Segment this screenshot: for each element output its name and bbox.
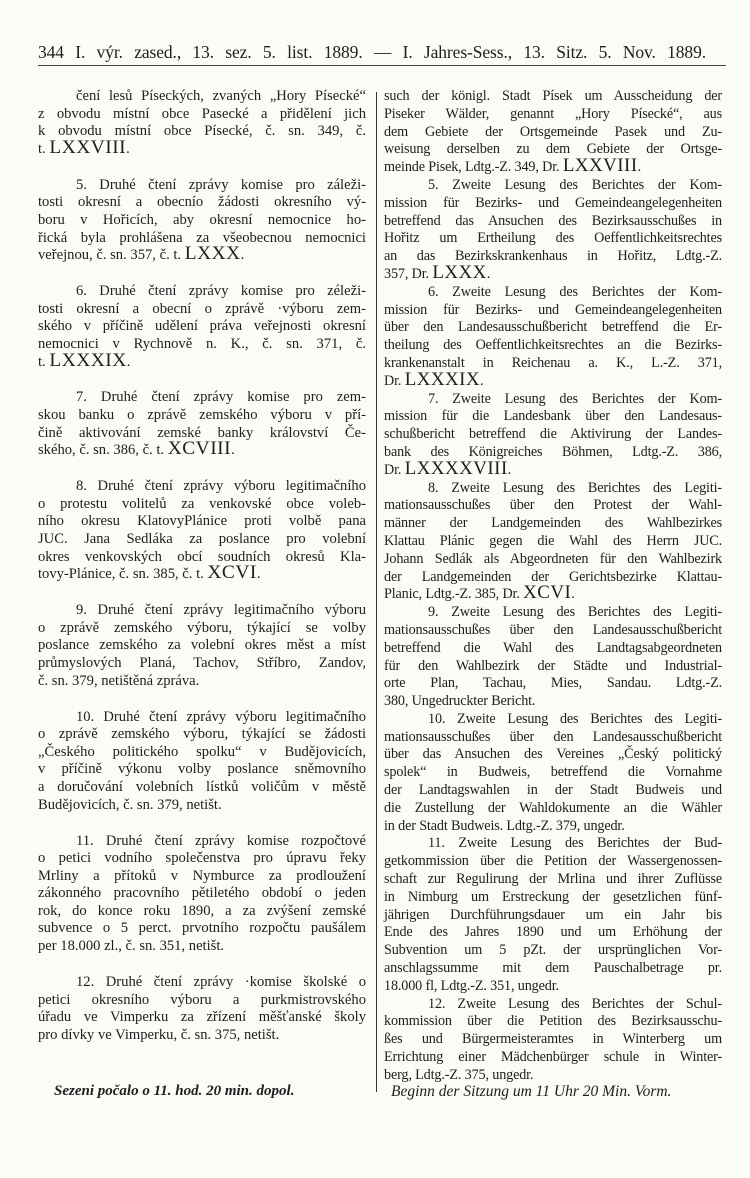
text-line: berg, Ldtg.-Z. 375, ungedr. <box>384 1066 534 1083</box>
czech-paragraph <box>38 389 366 459</box>
czech-paragraph <box>38 709 366 815</box>
german-paragraph <box>384 835 722 995</box>
text-line: t. LXXXIX. <box>38 349 131 371</box>
czech-paragraph <box>38 177 366 265</box>
print-number: LXXXIX <box>404 368 481 390</box>
text-line: getkommission über die Petition der Wassergenossen- <box>384 853 722 870</box>
text-line: petici okresního výboru a purkmistrovského <box>38 991 366 1008</box>
czech-paragraph <box>38 602 366 690</box>
print-number: XCVI <box>523 582 572 604</box>
text-line: ního okresu KlatovyPlánice proti volbě pana <box>38 513 366 530</box>
text-line: Johann Sedlák als Abgeordneten für den Wahlbezirk <box>384 550 722 567</box>
czech-session-start-note: Sezeni počalo o 11. hod. 20 min. dopol. <box>54 1083 295 1099</box>
text-line: tosti okresní a obecní o zprávě ·výboru zem- <box>38 300 366 317</box>
czech-paragraph <box>38 88 366 158</box>
text-line: pro dívky ve Vimperku, č. sn. 375, netišt. <box>38 1026 280 1043</box>
text-line: poslance zemského za volební okres měst a míst <box>38 637 366 654</box>
text-line: okres venkovských obcí soudních okresů Kla- <box>38 548 366 565</box>
text-line: Piseker Wälder, genannt „Hory Písecké“, aus <box>384 105 722 122</box>
text-line: orte Plan, Tachau, Mies, Sandau. Ldtg.-Z. <box>384 675 722 692</box>
text-line: per 18.000 zl., č. sn. 351, netišt. <box>38 938 225 955</box>
text-line: 7. Zweite Lesung des Berichtes der Kom- <box>428 390 722 407</box>
text-line: tovy-Plánice, č. sn. 385, č. t. XCVI. <box>38 562 261 584</box>
text-line: 9. Zweite Lesung des Berichtes des Legiti- <box>428 604 722 621</box>
text-line: 12. Druhé čtení zprávy ·komise školské o <box>76 974 366 991</box>
text-line: „Českého politického spolku“ v Budějovicích, <box>38 743 366 760</box>
text-line: č. sn. 379, netištěná zpráva. <box>38 672 200 689</box>
page-header: 344 I. výr. zased., 13. sez. 5. list. 1889. — I. Jahres-Sess., 13. Sitz. 5. Nov. 1889. <box>38 42 706 62</box>
czech-paragraph <box>38 478 366 584</box>
text-line: in Nimburg um Erstreckung der gesetzlichen fünf- <box>384 888 722 905</box>
text-line: weisung derselben zu dem Gebiete der Ortsge- <box>384 141 722 158</box>
text-line: ského, č. sn. 386, č. t. XCVIII. <box>38 438 235 460</box>
text-line: čení lesů Píseckých, zvaných „Hory Písecké“ <box>76 88 366 104</box>
german-column <box>384 88 722 1085</box>
text-line: spolek“ in Budweis, betreffend die Vornahme <box>384 764 722 781</box>
text-line: 8. Zweite Lesung des Berichtes des Legiti- <box>428 479 722 496</box>
text-line: Budějovicích, č. sn. 379, netišt. <box>38 796 222 813</box>
text-line: über den Landesausschußbericht betreffend die Er- <box>384 319 722 336</box>
text-line: 8. Druhé čtení zprávy výboru legitimačního <box>76 478 366 495</box>
text-line: an das Bezirkskrankenhaus in Hořitz, Ldtg.-Z. <box>384 248 722 265</box>
text-line: betreffend die Wahl des Landtagsabgeordneten <box>384 639 722 656</box>
text-line: 10. Druhé čtení zprávy výboru legitimačního <box>76 708 366 725</box>
text-line: 5. Druhé čtení zprávy komise pro záleži- <box>76 176 366 193</box>
print-number: XCVI <box>207 562 257 584</box>
text-line: 9. Druhé čtení zprávy legitimačního výboru <box>76 602 366 619</box>
text-line: t. LXXVIII. <box>38 136 130 158</box>
text-line: Klattau Plánic gegen die Wahl des Herrn JUC. <box>384 532 722 549</box>
text-line: männer der Landgemeinden des Wahlbezirkes <box>384 515 722 532</box>
text-line: schußbericht betreffend die Aktivirung der Landes- <box>384 426 722 443</box>
text-line: skou banku o zprávě zemského výboru v pří- <box>38 407 366 424</box>
text-line: betreffend das Ansuchen des Bezirksausschußes in <box>384 212 722 229</box>
text-line: ského v příčině udělení práva veřejnosti okresní <box>38 318 366 335</box>
german-paragraph <box>384 711 722 836</box>
text-line: theilung des Oeffentlichkeitsrechtes an die Bezirks- <box>384 337 722 354</box>
text-line: tosti okresní a obecnío žádosti okresního vý- <box>38 194 366 211</box>
text-line: Ende des Jahres 1890 und um Erhöhung der <box>384 924 722 941</box>
column-divider <box>376 92 377 1092</box>
czech-paragraph <box>38 974 366 1044</box>
czech-paragraph <box>38 283 366 371</box>
german-session-start-note: Beginn der Sitzung um 11 Uhr 20 Min. Vorm. <box>391 1083 672 1100</box>
print-number: LXXXXVIII <box>404 457 508 479</box>
text-line: meinde Pisek, Ldtg.-Z. 349, Dr. LXXVIII. <box>384 155 642 177</box>
text-line: 11. Druhé čtení zprávy komise rozpočtové <box>76 832 366 849</box>
text-line: krankenanstalt in Reichenau a. K., L.-Z. 371, <box>384 354 722 371</box>
text-line: nemocnici v Rychnově n. K., č. sn. 371, č. <box>38 335 366 352</box>
text-line: Errichtung einer Mädchenbürger schule in Winter- <box>384 1049 722 1066</box>
print-number: LXXX <box>432 261 487 283</box>
text-line: rok, do konce roku 1890, a za zvýšení zemské <box>38 902 366 919</box>
german-paragraph <box>384 284 722 391</box>
czech-paragraph <box>38 833 366 956</box>
text-line: schaft zur Regulirung der Mrlina und ihrer Zuflüsse <box>384 871 722 888</box>
german-paragraph <box>384 604 722 711</box>
text-line: o zprávě zemského výboru, týkající se žádosti <box>38 726 366 743</box>
text-line: such der königl. Stadt Písek um Ausscheidung der <box>384 88 722 104</box>
text-line: mission für Bezirks- und Gemeindeangelegenheiten <box>384 194 722 211</box>
header-rule <box>38 65 726 66</box>
text-line: o protestu volitelů za venkovské obce voleb- <box>38 495 366 512</box>
german-paragraph <box>384 391 722 480</box>
text-line: anschlagssumme mit dem Pauschalbetrage pr. <box>384 960 722 977</box>
text-line: mission für Bezirks- und Gemeindeangelegenheiten <box>384 301 722 318</box>
text-line: über das Ansuchen des Vereines „Český politický <box>384 746 722 763</box>
text-line: a doručování volebních lístků voličům v městě <box>38 778 366 795</box>
text-line: úřadu ve Vimperku za zřízení měšťanské školy <box>38 1009 366 1026</box>
text-line: 12. Zweite Lesung des Berichtes der Schul- <box>428 995 722 1012</box>
print-number: LXXX <box>184 243 241 265</box>
text-line: o petici vodního společenstva pro úpravu řeky <box>38 850 366 867</box>
text-line: Planic, Ldtg.-Z. 385, Dr. XCVI. <box>384 582 575 604</box>
text-line: der Landgemeinden der Gerichtsbezirke Klattau- <box>384 568 722 585</box>
text-line: dem Gebiete der Ortsgemeinde Pasek und Zu- <box>384 123 722 140</box>
text-line: řická byla prohlášena za všeobecnou nemocnici <box>38 229 366 246</box>
text-line: k obvodu místní obce Písecké, č. sn. 349, č. <box>38 123 366 140</box>
print-number: XCVIII <box>167 438 232 460</box>
text-line: čině aktivování zemské banky království Če- <box>38 424 366 441</box>
text-line: Dr. LXXXXVIII. <box>384 457 512 479</box>
text-line: kommission über die Petition des Bezirksausschu- <box>384 1013 722 1030</box>
text-line: der Landtagswahlen in der Stadt Budweis und <box>384 782 722 799</box>
german-paragraph <box>384 177 722 284</box>
text-line: 6. Zweite Lesung des Berichtes der Kom- <box>428 283 722 300</box>
text-line: 5. Zweite Lesung des Berichtes der Kom- <box>428 176 722 193</box>
text-line: JUC. Jana Sedláka za poslance pro volební <box>38 531 366 548</box>
text-line: 10. Zweite Lesung des Berichtes des Legiti- <box>428 710 722 727</box>
text-line: Dr. LXXXIX. <box>384 368 484 390</box>
text-line: 6. Druhé čtení zprávy komise pro zéleži- <box>76 283 366 300</box>
text-line: 380, Ungedruckter Bericht. <box>384 693 536 710</box>
text-line: 11. Zweite Lesung des Berichtes der Bud- <box>428 835 722 852</box>
german-paragraph <box>384 996 722 1085</box>
german-paragraph <box>384 480 722 605</box>
text-line: 18.000 fl, Ldtg.-Z. 351, ungedr. <box>384 977 559 994</box>
text-line: bank des Königreiches Böhmen, Ldtg.-Z. 386, <box>384 443 722 460</box>
text-line: mationsausschußes über den Landesausschußbericht <box>384 728 722 745</box>
text-line: Hořitz um Ertheilung des Oeffentlichkeitsrechtes <box>384 230 722 247</box>
text-line: Mrliny a přítoků v Nymburce za prodloužení <box>38 867 366 884</box>
text-line: v příčině výkonu volby poslance sněmovního <box>38 761 366 778</box>
text-line: 7. Druhé čtení zprávy komise pro zem- <box>76 389 366 406</box>
print-number: LXXVIII <box>49 136 127 158</box>
text-line: für den Wahlbezirk der Städte und Industrial- <box>384 657 722 674</box>
text-line: o zprávě zemského výboru, týkající se volby <box>38 619 366 636</box>
text-line: jährigen Durchführungsdauer um ein Jahr bis <box>384 906 722 923</box>
text-line: Subvention um 5 pZt. der ursprünglichen Vor- <box>384 942 722 959</box>
text-line: in der Stadt Budweis. Ldtg.-Z. 379, ungedr. <box>384 817 625 834</box>
text-line: boru v Hořicích, aby okresní nemocnice ho- <box>38 211 366 228</box>
print-number: LXXVIII <box>562 155 638 177</box>
text-line: veřejnou, č. sn. 357, č. t. LXXX. <box>38 243 245 265</box>
text-line: průmyslových Planá, Tachov, Stříbro, Zandov, <box>38 654 366 671</box>
text-line: die Zustellung der Wahldokumente an die Wähler <box>384 799 722 816</box>
text-line: mationsausschußes über den Landesausschußbericht <box>384 621 722 638</box>
text-line: zákonného pracovního pětiletého období o jeden <box>38 885 366 902</box>
text-line: ßes und Bürgermeisteramtes in Winterberg um <box>384 1031 722 1048</box>
text-line: mationsausschußes über den Protest der Wahl- <box>384 497 722 514</box>
text-line: 357, Dr. LXXX. <box>384 261 491 283</box>
text-line: mission für die Landesbank über den Landesaus- <box>384 408 722 425</box>
text-line: subvence o 5 perct. prvotního rozpočtu paušálem <box>38 920 366 937</box>
german-paragraph <box>384 88 722 177</box>
czech-column <box>38 88 366 1063</box>
text-line: z obvodu místní obce Pasecké a přidělení jich <box>38 105 366 122</box>
print-number: LXXXIX <box>49 349 127 371</box>
